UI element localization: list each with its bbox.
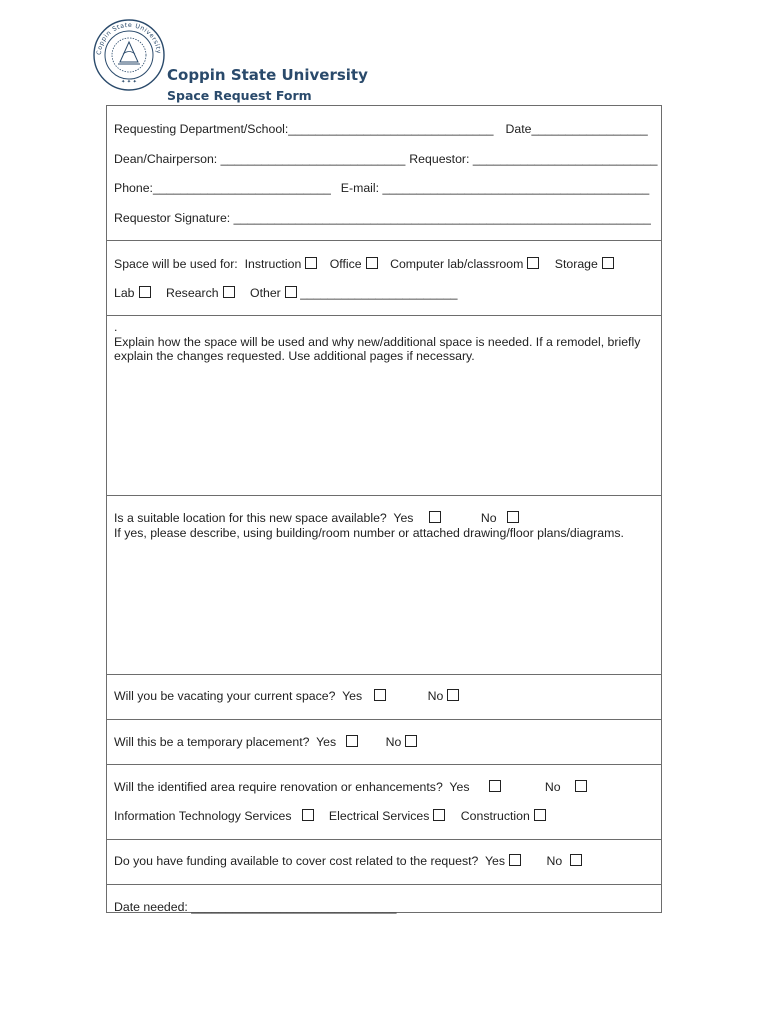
location-yes-checkbox[interactable] [429, 511, 441, 523]
research-checkbox[interactable] [223, 286, 235, 298]
location-yes-label: Yes [393, 511, 414, 525]
form-title: Space Request Form [167, 88, 312, 103]
location-describe-text: If yes, please describe, using building/room number or attached drawing/floor plans/diagrams. [114, 526, 624, 540]
vacating-no-label: No [427, 689, 444, 703]
renovation-section [107, 764, 661, 840]
instruction-checkbox[interactable] [305, 257, 317, 269]
renovation-no-checkbox[interactable] [575, 780, 587, 792]
temporary-no-label: No [385, 735, 402, 749]
location-question: Is a suitable location for this new space available? [114, 511, 387, 525]
construction-label: Construction [460, 809, 530, 823]
office-label: Office [329, 257, 362, 271]
date-needed-field[interactable]: ______________________________ [191, 900, 397, 914]
electrical-services-label: Electrical Services [328, 809, 430, 823]
other-checkbox[interactable] [285, 286, 297, 298]
explanation-instructions: Explain how the space will be used and why new/additional space is needed. If a remodel, briefly explain the changes requested. Use additional pages if necessary. [114, 335, 641, 363]
location-no-label: No [480, 511, 497, 525]
temporary-no-checkbox[interactable] [405, 735, 417, 747]
svg-text:✦ ✦ ✦: ✦ ✦ ✦ [121, 79, 137, 85]
phone-field[interactable]: Phone:__________________________ [114, 181, 331, 195]
date-field[interactable]: Date_________________ [505, 122, 648, 136]
svg-text:Coppin State University: Coppin State University [95, 21, 163, 56]
location-section [107, 495, 661, 675]
requestor-field[interactable]: Requestor: ___________________________ [409, 152, 658, 166]
instruction-label: Instruction [244, 257, 302, 271]
funding-section [107, 839, 661, 885]
email-field[interactable]: E-mail: _______________________________________ [340, 181, 650, 195]
requestor-signature-field[interactable]: Requestor Signature: _____________________________________________________________ [114, 211, 651, 225]
renovation-yes-checkbox[interactable] [489, 780, 501, 792]
renovation-question: Will the identified area require renovation or enhancements? [114, 780, 443, 794]
vacating-question: Will you be vacating your current space? [114, 689, 336, 703]
electrical-services-checkbox[interactable] [433, 809, 445, 821]
construction-checkbox[interactable] [534, 809, 546, 821]
vacating-section [107, 674, 661, 720]
location-no-checkbox[interactable] [507, 511, 519, 523]
university-name: Coppin State University [167, 66, 368, 84]
funding-question: Do you have funding available to cover cost related to the request? [114, 854, 479, 868]
funding-no-checkbox[interactable] [570, 854, 582, 866]
temporary-yes-checkbox[interactable] [346, 735, 358, 747]
storage-label: Storage [554, 257, 598, 271]
space-usage-section [107, 240, 661, 316]
other-label: Other [250, 286, 281, 300]
other-blank-field[interactable]: _______________________ [300, 286, 458, 300]
department-field[interactable]: Requesting Department/School:______________________________ [114, 122, 494, 136]
vacating-no-checkbox[interactable] [447, 689, 459, 701]
renovation-no-label: No [544, 780, 561, 794]
temporary-section [107, 719, 661, 765]
requestor-section [107, 106, 661, 241]
temporary-question: Will this be a temporary placement? [114, 735, 310, 749]
research-label: Research [165, 286, 219, 300]
computer-lab-label: Computer lab/classroom [390, 257, 524, 271]
date-needed-section [107, 884, 661, 914]
storage-checkbox[interactable] [602, 257, 614, 269]
funding-yes-label: Yes [484, 854, 506, 868]
usage-lead-label: Space will be used for: [114, 257, 238, 271]
space-request-form [106, 105, 662, 913]
computer-lab-checkbox[interactable] [527, 257, 539, 269]
it-services-checkbox[interactable] [302, 809, 314, 821]
temporary-yes-label: Yes [316, 735, 337, 749]
it-services-label: Information Technology Services [114, 809, 292, 823]
university-seal [92, 18, 166, 92]
dean-chairperson-field[interactable]: Dean/Chairperson: ___________________________ [114, 152, 406, 166]
date-needed-label: Date needed: [114, 900, 188, 914]
explanation-section[interactable] [107, 315, 661, 496]
funding-yes-checkbox[interactable] [509, 854, 521, 866]
lab-checkbox[interactable] [139, 286, 151, 298]
renovation-yes-label: Yes [449, 780, 470, 794]
vacating-yes-label: Yes [342, 689, 363, 703]
office-checkbox[interactable] [366, 257, 378, 269]
explanation-dot: . [114, 320, 118, 334]
lab-label: Lab [114, 286, 135, 300]
funding-no-label: No [546, 854, 563, 868]
vacating-yes-checkbox[interactable] [374, 689, 386, 701]
